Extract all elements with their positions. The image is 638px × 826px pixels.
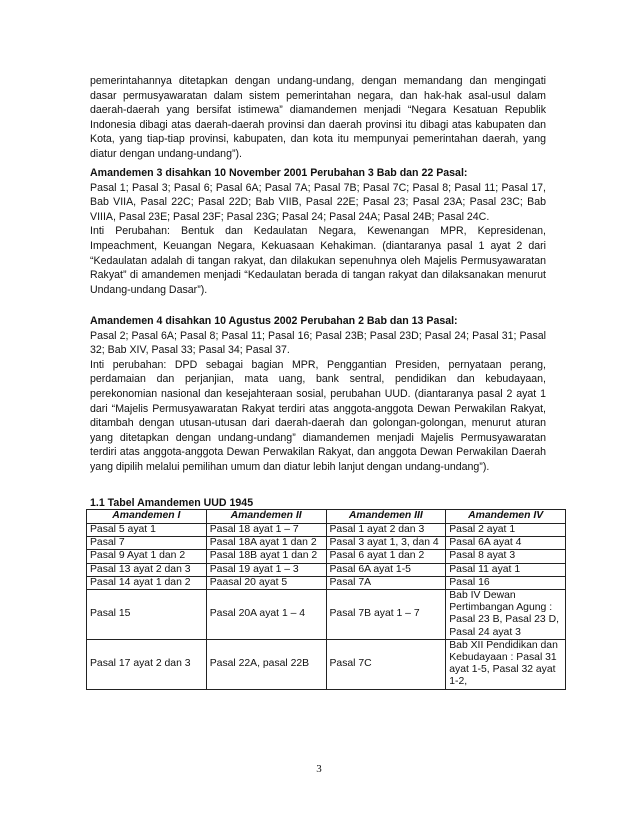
table-header-row [87,510,566,524]
table-cell: Pasal 7A [326,576,446,589]
table-cell: Pasal 7 [87,537,207,550]
header-amandemen-4: Amandemen IV [446,510,566,524]
section-amandemen-4 [90,314,546,475]
table-cell: Pasal 3 ayat 1, 3, dan 4 [326,537,446,550]
table-row [87,524,566,537]
table-cell: Pasal 19 ayat 1 – 3 [206,563,326,576]
table-cell: Pasal 2 ayat 1 [446,524,566,537]
paragraph-continuation [90,74,546,162]
page-number: 3 [316,763,322,775]
table-cell: Pasal 13 ayat 2 dan 3 [87,563,207,576]
header-amandemen-1: Amandemen I [87,510,207,524]
table-cell: Pasal 15 [87,590,207,640]
table-cell: Pasal 20A ayat 1 – 4 [206,590,326,640]
amandemen-3-summary: Inti Perubahan: Bentuk dan Kedaulatan Negara, Kewenangan MPR, Kepresidenan, Impeachment, Keuangan Negara, Kekuasaan Kehakiman. (diantaranya pasal 1 ayat 2 dari “Kedaulatan adalah di tangan rakyat, dan dilakukan sepenuhnya oleh Majelis Permusyawaratan Rakyat” di amandemen menjadi “Kedaulatan berada di tangan rakyat dan dilaksanakan menurut Undang-undang Dasar”). [90,225,546,296]
table-cell: Pasal 18A ayat 1 dan 2 [206,537,326,550]
table-cell: Pasal 11 ayat 1 [446,563,566,576]
table-row [87,563,566,576]
table-row [87,537,566,550]
amandemen-4-summary: Inti perubahan: DPD sebagai bagian MPR, Penggantian Presiden, pernyataan perang, perdamaian dan perjanjian, mata uang, bank sentral, pendidikan dan kebudayaan, perekonomian nasional dan kesejahteraan sosial, perubahan UUD. (diantaranya pasal 2 ayat 1 dari “Majelis Permusyawaratan Rakyat terdiri atas anggota-anggota Dewan Perwakilan Rakyat, ditambah dengan utusan-utusan dari daerah-daerah dan golongan-golongan, menurut aturan yang ditetapkan dengan undang-undang” diamandemen menjadi Majelis Permusyawaratan terdiri atas anggota-anggota Dewan Perwakilan Rakyat, dan anggota Dewan Perwakilan Daerah yang dipilih melalui pemilihan umum dan diatur lebih lanjut dengan undang-undang”). [90,358,546,473]
table-cell: Pasal 17 ayat 2 dan 3 [87,639,207,689]
table-cell: Pasal 8 ayat 3 [446,550,566,563]
amendment-table [86,509,566,690]
table-cell: Bab XII Pendidikan dan Kebudayaan : Pasal 31 ayat 1-5, Pasal 32 ayat 1-2, [446,639,566,689]
table-cell: Paasal 20 ayat 5 [206,576,326,589]
amandemen-3-articles: Pasal 1; Pasal 3; Pasal 6; Pasal 6A; Pasal 7A; Pasal 7B; Pasal 7C; Pasal 8; Pasal 11; Pasal 17, Bab VIIA, Pasal 22C; Pasal 22D; Bab VIIB, Pasal 22E; Pasal 23; Pasal 23A; Pasal 23C; Bab VIIIA, Pasal 23E; Pasal 23F; Pasal 23G; Pasal 24; Pasal 24A; Pasal 24B; Pasal 24C. [90,181,546,223]
table-row [87,576,566,589]
table-row [87,550,566,563]
table-cell: Pasal 9 Ayat 1 dan 2 [87,550,207,563]
table-cell: Pasal 1 ayat 2 dan 3 [326,524,446,537]
heading-amandemen-4: Amandemen 4 disahkan 10 Agustus 2002 Perubahan 2 Bab dan 13 Pasal: [90,315,458,327]
amandemen-4-articles: Pasal 2; Pasal 6A; Pasal 8; Pasal 11; Pasal 16; Pasal 23B; Pasal 23D; Pasal 24; Pasal 31; Pasal 32; Bab XIV, Pasal 33; Pasal 34; Pasal 37. [90,329,546,357]
table-cell: Pasal 5 ayat 1 [87,524,207,537]
table-cell: Pasal 7C [326,639,446,689]
table-cell: Pasal 16 [446,576,566,589]
table-cell: Pasal 6A ayat 4 [446,537,566,550]
table-cell: Pasal 22A, pasal 22B [206,639,326,689]
header-amandemen-2: Amandemen II [206,510,326,524]
table-cell: Pasal 6A ayat 1-5 [326,563,446,576]
table-row [87,639,566,689]
header-amandemen-3: Amandemen III [326,510,446,524]
table-cell: Pasal 18B ayat 1 dan 2 [206,550,326,563]
table-cell: Pasal 18 ayat 1 – 7 [206,524,326,537]
table-row [87,590,566,640]
table-cell: Pasal 7B ayat 1 – 7 [326,590,446,640]
paragraph-1: pemerintahannya ditetapkan dengan undang-undang, dengan memandang dan mengingati dasar permusyawaratan dalam sistem pemerintahan negara, dan hak-hak asal-usul dalam daerah-daerah yang bersifat istimewa” diamandemen menjadi “Negara Kesatuan Republik Indonesia dibagi atas daerah-daerah provinsi dan daerah provinsi itu dibagi atas kabupaten dan Kota, yang tiap-tiap provinsi, kabupaten, dan kota itu mempunyai pemerintahan daerah, yang diatur dengan undang-undang”). [90,75,546,160]
table-cell: Pasal 14 ayat 1 dan 2 [87,576,207,589]
heading-amandemen-3: Amandemen 3 disahkan 10 November 2001 Perubahan 3 Bab dan 22 Pasal: [90,167,468,179]
table-cell: Bab IV Dewan Pertimbangan Agung : Pasal 23 B, Pasal 23 D, Pasal 24 ayat 3 [446,590,566,640]
table-title: 1.1 Tabel Amandemen UUD 1945 [90,497,254,509]
section-amandemen-3 [90,166,546,297]
table-cell: Pasal 6 ayat 1 dan 2 [326,550,446,563]
